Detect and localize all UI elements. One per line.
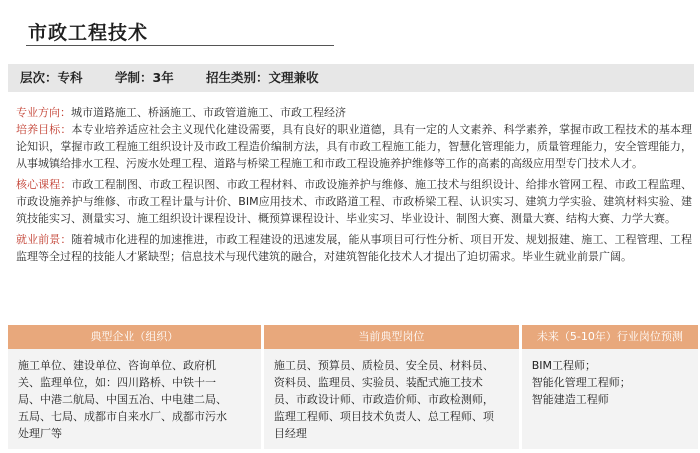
cell-line: 智能化管理工程师；: [531, 376, 631, 389]
table-header-row: [8, 325, 698, 349]
cell-line: 资料员、监理员、实验员、装配式施工技术: [273, 376, 483, 389]
cell-line: 关、监理单位，如：四川路桥、中铁十一: [18, 376, 216, 389]
career-table: [8, 325, 698, 449]
section-core-courses: [16, 176, 692, 227]
section-label: 核心课程：: [16, 178, 72, 191]
cell-line: 监理工程师、项目技术负责人、总工程师、项: [273, 410, 494, 423]
section-direction: [16, 104, 692, 121]
section-text: 随着城市化进程的加速推进，市政工程建设的迅速发展，能从事项目可行性分析、项目开发、规划报建、施工、工程管理、工程监理等全过程的技能人才紧缺型；信息技术与现代建筑的融合，对建筑智能化技术人才提出了迫切需求。毕业生就业前景广阔。: [16, 233, 693, 263]
section-text: 本专业培养适应社会主义现代化建设需要，具有良好的职业道德，具有一定的人文素养、科学素养，掌握市政工程技术的基本理论知识，掌握市政工程施工组织设计及市政工程造价编制方法，具有市政工程施工能力，智慧化管理能力，质量管理能力，安全管理能力，从事城镇给排水工程、污废水处理工程、道路与桥梁工程施工和市政工程设施养护维修等工作的高素的高级应用型专门技术人才。: [16, 123, 693, 170]
section-objective: [16, 121, 692, 172]
category-label: 招生类别：文理兼收: [206, 70, 319, 85]
cell-line: 施工员、预算员、质检员、安全员、材料员、: [273, 359, 494, 372]
cell-line: 局、中港二航局、中国五冶、中电建二局、: [18, 393, 227, 406]
level-label: 层次：专科: [20, 70, 83, 85]
section-label: 培养目标：: [16, 123, 72, 136]
header-current-positions: 当前典型岗位: [264, 325, 519, 349]
section-employment: [16, 231, 692, 265]
page-title: 市政工程技术: [28, 22, 149, 44]
cell-line: 处理厂等: [18, 427, 62, 440]
cell-line: 目经理: [273, 427, 307, 440]
header-future-positions: 未来（5-10年）行业岗位预测: [522, 325, 698, 349]
cell-line: 施工单位、建设单位、咨询单位、政府机: [18, 359, 216, 372]
section-label: 就业前景：: [16, 233, 72, 246]
cell-line: 五局、七局、成都市自来水厂、成都市污水: [18, 410, 227, 423]
cell-positions: [264, 349, 519, 449]
section-label: 专业方向：: [16, 106, 71, 119]
duration-label: 学制：3年: [115, 70, 174, 85]
cell-enterprises: [8, 349, 261, 449]
cell-future: [522, 349, 698, 449]
program-sections: [16, 104, 692, 265]
cell-line: 员、市政设计师、市政造价师、市政检测师，: [273, 393, 494, 406]
program-meta-bar: [8, 64, 694, 92]
section-text: 城市道路施工、桥涵施工、市政管道施工、市政工程经济: [71, 106, 346, 119]
table-row: [8, 349, 698, 449]
section-text: 市政工程制图、市政工程识图、市政工程材料、市政设施养护与维修、施工技术与组织设计、给排水管网工程、市政工程监理、市政设施养护与维修、市政工程计量与计价、BIM应用技术、市政路道工程、市政桥梁工程、认识实习、建筑力学实验、建筑材料实验、建筑技能实习、测量实习、施工组织设计课程设计、概预算课程设计、毕业实习、毕业设计、制图大赛、测量大赛、结构大赛、力学大赛。: [16, 178, 693, 225]
cell-line: 智能建造工程师: [531, 393, 609, 406]
header-typical-enterprises: 典型企业（组织）: [8, 325, 261, 349]
cell-line: BIM工程师；: [531, 359, 597, 372]
title-underline: [26, 45, 334, 46]
